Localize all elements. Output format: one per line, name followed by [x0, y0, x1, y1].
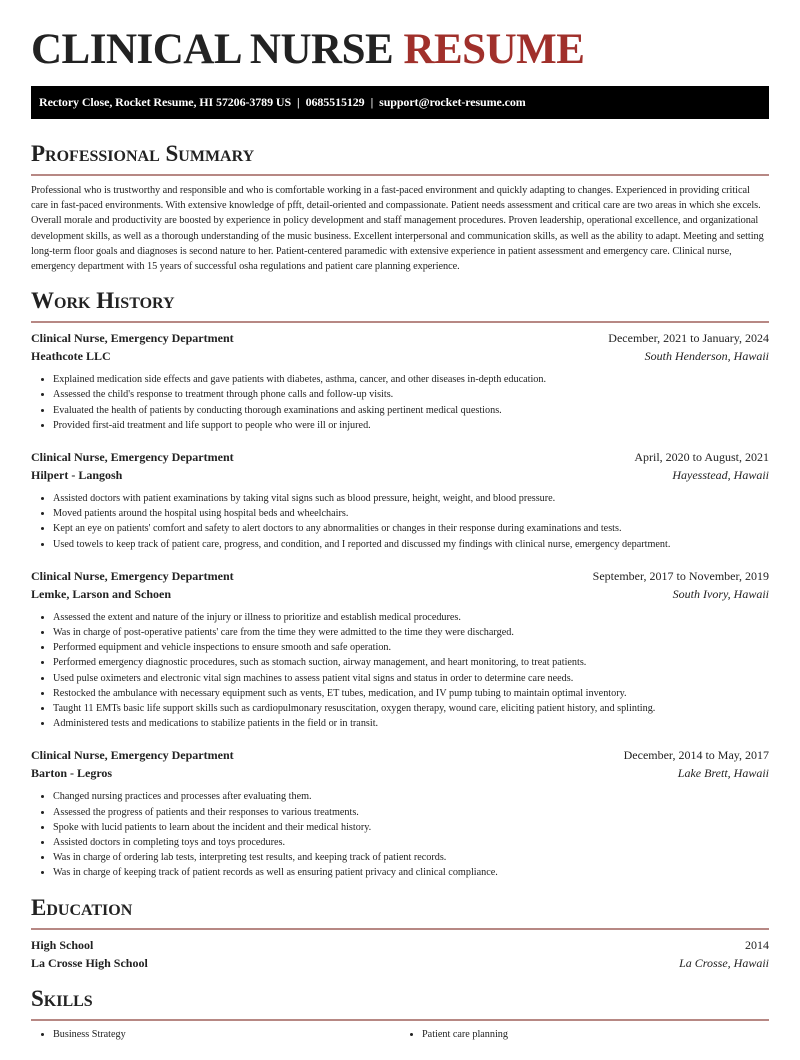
skills-heading: Skills: [31, 986, 769, 1021]
separator: |: [297, 95, 300, 109]
job-bullet: • Assessed the progress of patients and their responses to various treatments.: [53, 805, 769, 820]
job-bullet: • Administered tests and medications to stabilize patients in the field or in transit.: [53, 716, 769, 731]
job-bullet: • Assisted doctors with patient examinations by taking vital signs such as blood pressure, height, weight, and blood pressure.: [53, 491, 769, 506]
job-entry: [31, 329, 769, 433]
job-bullet: • Assessed the child's response to treatment through phone calls and follow-up visits.: [53, 387, 769, 402]
work-history-heading: Work History: [31, 288, 769, 323]
job-bullet: • Assessed the extent and nature of the injury or illness to prioritize and establish medical procedures.: [53, 610, 769, 625]
job-bullet: • Provided first-aid treatment and life support to people who were ill or injured.: [53, 418, 769, 433]
job-bullets: [31, 491, 769, 552]
job-bullet: • Performed equipment and vehicle inspections to ensure smooth and safe operation.: [53, 640, 769, 655]
education-school: La Crosse High School: [31, 955, 148, 970]
job-bullets: [31, 789, 769, 880]
education-entry: [31, 936, 769, 972]
resume-title: CLINICAL NURSE RESUME: [31, 26, 585, 73]
job-bullet: • Performed emergency diagnostic procedures, such as stomach suction, airway management, and heart monitoring, to treat patients.: [53, 655, 769, 670]
contact-bar: [31, 86, 769, 119]
job-bullet: • Explained medication side effects and gave patients with diabetes, asthma, cancer, and other diseases in-depth education.: [53, 372, 769, 387]
work-history-list: [31, 329, 769, 880]
education-location: La Crosse, Hawaii: [679, 955, 769, 970]
job-location: Lake Brett, Hawaii: [677, 766, 769, 781]
job-dates: April, 2020 to August, 2021: [634, 450, 769, 465]
job-title: Clinical Nurse, Emergency Department: [31, 331, 234, 346]
contact-phone: 0685515129: [305, 95, 365, 109]
job-bullet: • Was in charge of post-operative patients' care from the time they were admitted to the time they were discharged.: [53, 625, 769, 640]
job-bullet: • Spoke with lucid patients to learn about the incident and their medical history.: [53, 820, 769, 835]
separator: |: [370, 95, 374, 109]
job-dates: December, 2021 to January, 2024: [608, 331, 769, 346]
job-bullets: [31, 610, 769, 732]
resume-page: [0, 25, 800, 1042]
job-bullet: • Restocked the ambulance with necessary equipment such as vents, ET tubes, medication, and IV pump tubing to maintain optimal inventory.: [53, 686, 769, 701]
contact-email: support@rocket-resume.com: [379, 95, 526, 109]
job-bullet: • Changed nursing practices and processes after evaluating them.: [53, 789, 769, 804]
education-degree: High School: [31, 937, 94, 952]
skill-item: • Business Strategy: [53, 1027, 400, 1042]
job-company: Barton - Legros: [31, 766, 113, 781]
job-bullet: • Used pulse oximeters and electronic vital sign machines to assess patient vital signs and status in order to determine care needs.: [53, 671, 769, 686]
skills-list: [31, 1027, 769, 1042]
job-location: South Ivory, Hawaii: [672, 586, 769, 601]
contact-address: Rectory Close, Rocket Resume, HI 57206-3789 US: [39, 95, 292, 109]
job-location: South Henderson, Hawaii: [644, 349, 769, 364]
job-bullet: • Taught 11 EMTs basic life support skills such as cardiopulmonary resuscitation, oxygen therapy, wound care, eliciting patient history, and splinting.: [53, 701, 769, 716]
job-bullet: • Evaluated the health of patients by conducting thorough examinations and asking pertinent medical questions.: [53, 403, 769, 418]
summary-text: Professional who is trustworthy and responsible and who is comfortable working in a fast-paced environment and quickly adapting to changes. Experienced in providing critical care in fast-paced environments. With extensive knowledge of pfft, detail-oriented and compassionate. Patient needs assessment and critical care are two areas in which she excels. Overall morale and productivity are boosted by experience in policy development and staff management procedures. Proven leadership, operational excellence, and organizational development skills, as well as a thorough understanding of the music business. Excellent interpersonal and communication skills, as well as the ability to adapt. Meeting and setting long-term floor goals and diagnoses is second nature to her. Patient-centered paramedic with extensive experience in patient assessment and emergency care. Clinical nurse, emergency department with 15 years of successful osha regulations and patient care planning experience.: [31, 185, 764, 273]
job-title: Clinical Nurse, Emergency Department: [31, 568, 234, 583]
job-entry: [31, 746, 769, 880]
job-entry: [31, 448, 769, 552]
job-dates: September, 2017 to November, 2019: [592, 568, 769, 583]
job-location: Hayesstead, Hawaii: [672, 468, 769, 483]
job-company: Lemke, Larson and Schoen: [31, 586, 172, 601]
education-heading: Education: [31, 895, 769, 930]
job-title: Clinical Nurse, Emergency Department: [31, 748, 234, 763]
job-bullets: [31, 372, 769, 433]
job-bullet: • Was in charge of ordering lab tests, interpreting test results, and keeping track of patient records.: [53, 850, 769, 865]
job-company: Heathcote LLC: [31, 349, 111, 364]
job-bullet: • Used towels to keep track of patient care, progress, and condition, and I reported and discussed my findings with clinical nurse, emergency department.: [53, 537, 769, 552]
title-accent: RESUME: [403, 26, 585, 73]
job-bullet: • Was in charge of keeping track of patient records as well as ensuring patient privacy and clinical compliance.: [53, 865, 769, 880]
job-bullet: • Assisted doctors in completing toys and toys procedures.: [53, 835, 769, 850]
summary-heading: Professional Summary: [31, 141, 769, 176]
job-dates: December, 2014 to May, 2017: [623, 748, 769, 763]
job-entry: [31, 567, 769, 732]
job-bullet: • Kept an eye on patients' comfort and safety to alert doctors to any abnormalities or changes in their response during examinations and tests.: [53, 521, 769, 536]
skill-item: • Patient care planning: [422, 1027, 769, 1042]
education-year: 2014: [745, 937, 769, 952]
job-bullet: • Moved patients around the hospital using hospital beds and wheelchairs.: [53, 506, 769, 521]
job-title: Clinical Nurse, Emergency Department: [31, 450, 234, 465]
job-company: Hilpert - Langosh: [31, 468, 123, 483]
